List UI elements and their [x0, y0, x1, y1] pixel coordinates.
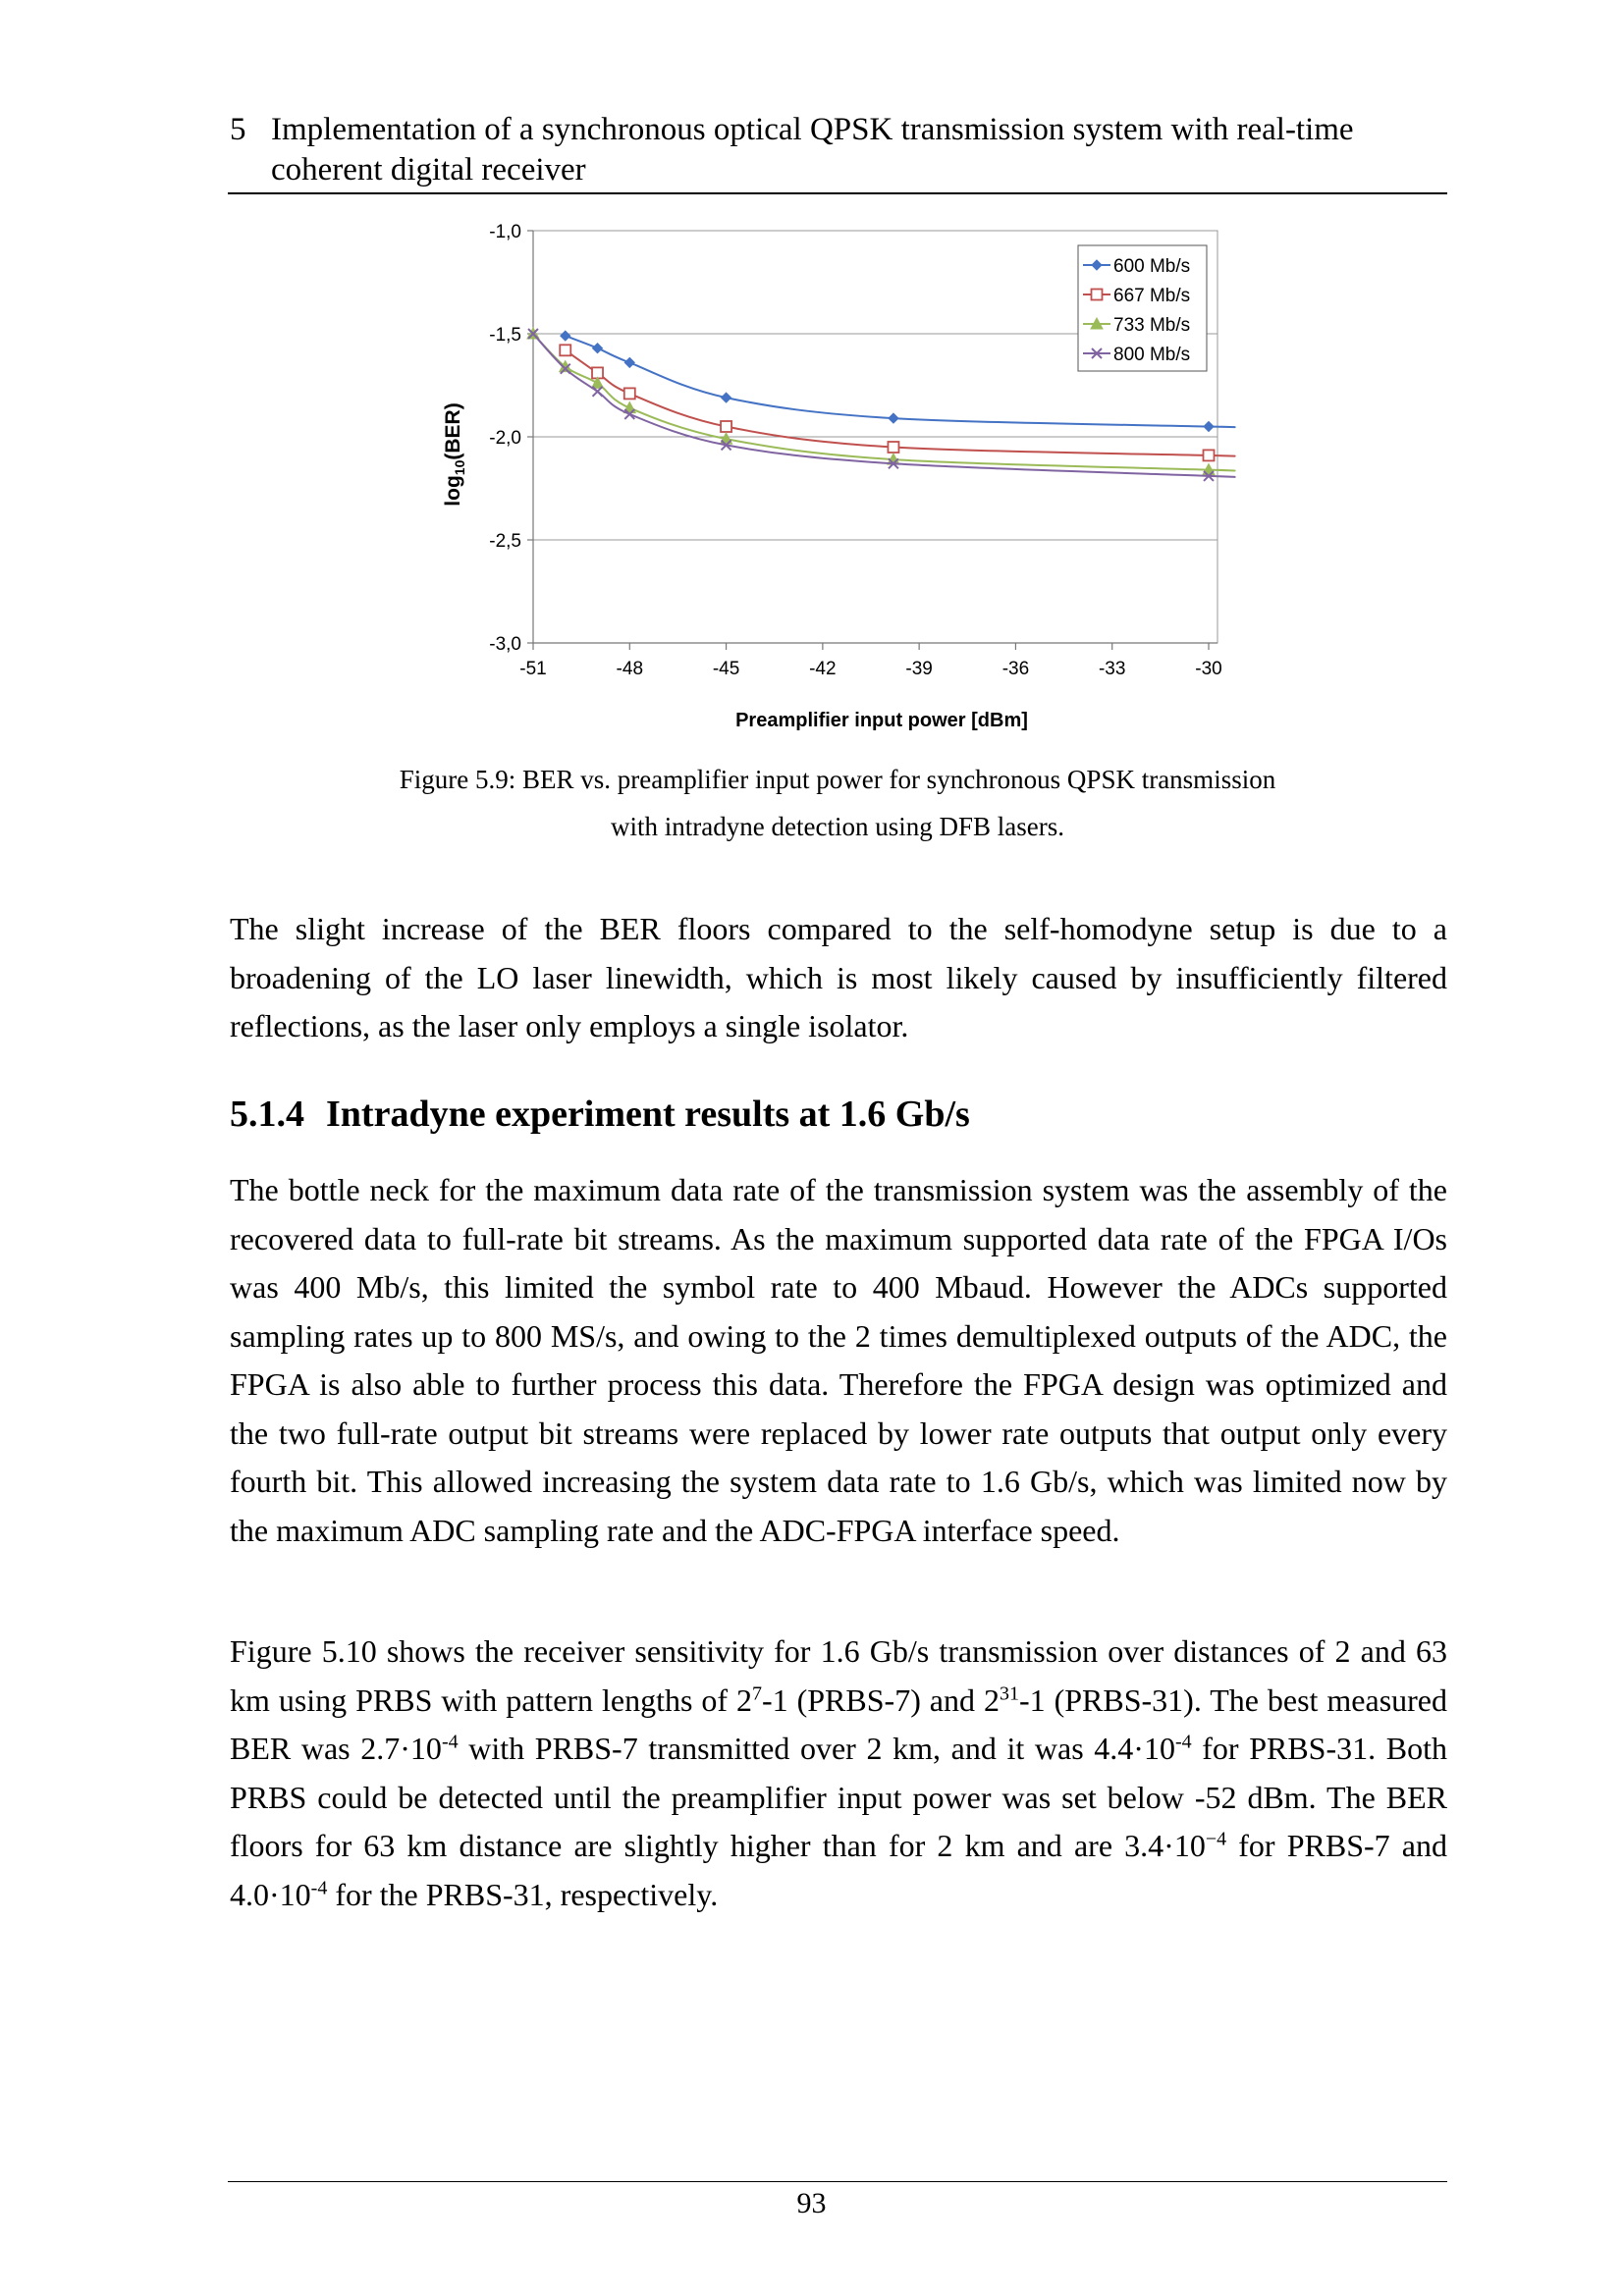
section-number: 5.1.4 — [230, 1094, 304, 1135]
x-tick-label: -36 — [1001, 659, 1030, 679]
x-tick-label: -39 — [905, 659, 933, 679]
p3-sup-5: −4 — [1205, 1828, 1227, 1850]
legend-label: 600 Mb/s — [1113, 256, 1191, 277]
y-axis-label: $\log_{10}(BER)$ — [442, 402, 467, 507]
x-tick-label: -48 — [616, 659, 644, 679]
legend-marker — [1092, 290, 1103, 300]
data-point — [888, 442, 898, 453]
x-tick-label: -30 — [1195, 659, 1222, 679]
paragraph-1: The slight increase of the BER floors compared to the self-homodyne setup is due to a broadening of the LO laser linewidth, which is most likely caused by insufficiently filtered reflections, as the laser only employs a single isolator. — [230, 911, 1447, 1043]
data-point — [560, 345, 570, 355]
footer-rule — [228, 2181, 1447, 2182]
p3-sup-1: 7 — [752, 1682, 762, 1704]
x-axis-label: Preamplifier input power [dBm] — [735, 710, 1028, 731]
section-heading — [230, 1090, 970, 1139]
y-tick-label: -2,5 — [489, 531, 521, 552]
data-point — [1204, 422, 1214, 432]
y-tick-label: -1,0 — [489, 222, 521, 242]
p3-text-7: for the PRBS-31, respectively. — [327, 1876, 719, 1912]
p3-text-3: -1 (PRBS-31). The best measured BER was 2.7·10 — [230, 1682, 1448, 1766]
data-point — [561, 331, 570, 341]
y-tick-label: -1,5 — [489, 325, 521, 346]
p3-text-2: -1 (PRBS-7) and 2 — [762, 1682, 1000, 1718]
data-point — [593, 344, 603, 353]
p3-sup-4: -4 — [1174, 1731, 1192, 1753]
p3-sup-2: 31 — [999, 1682, 1019, 1704]
header-rule — [228, 192, 1447, 194]
legend-label: 733 Mb/s — [1113, 315, 1191, 336]
figure-caption — [228, 756, 1447, 850]
p3-sup-3: -4 — [441, 1731, 459, 1753]
caption-line-1: Figure 5.9: BER vs. preamplifier input power for synchronous QPSK transmission — [399, 765, 1276, 794]
x-tick-label: -51 — [519, 659, 547, 679]
p3-text-6: for PRBS-7 and 4.0·10 — [230, 1828, 1448, 1912]
data-point — [1204, 450, 1215, 460]
legend-label: 800 Mb/s — [1113, 345, 1191, 365]
data-point — [624, 388, 635, 399]
y-tick-label: -3,0 — [489, 634, 521, 655]
section-title: Intradyne experiment results at 1.6 Gb/s — [326, 1094, 970, 1135]
caption-line-2: with intradyne detection using DFB lasers. — [611, 812, 1064, 841]
p3-sup-6: -4 — [310, 1876, 328, 1898]
data-point — [722, 393, 731, 402]
x-tick-label: -33 — [1098, 659, 1126, 679]
chart-legend — [1078, 245, 1207, 371]
p3-text-4: with PRBS-7 transmitted over 2 km, and it was 4.4·10 — [458, 1731, 1175, 1766]
data-point — [624, 357, 634, 367]
page-number: 93 — [796, 2187, 827, 2219]
x-tick-label: -42 — [809, 659, 837, 679]
p3-text-1: Figure 5.10 shows the receiver sensitivity for 1.6 Gb/s transmission over distances of 2 and 63 km using PRBS with pattern lengths of 2 — [230, 1633, 1447, 1718]
data-point — [889, 413, 898, 423]
legend-label: 667 Mb/s — [1113, 286, 1191, 306]
paragraph-2: The bottle neck for the maximum data rate of the transmission system was the assembly of the recovered data to full-rate bit streams. As the maximum supported data rate of the FPGA I/Os was 400 Mb/s, this limited the symbol rate to 400 Mbaud. However the ADCs supported sampling rates up to 800 MS/s, and owing to the 2 times demultiplexed outputs of the ADC, the FPGA is also able to further process this data. Therefore the FPGA design was optimized and the two full-rate output bit streams were replaced by lower rate outputs that output only every fourth bit. This allowed increasing the system data rate to 1.6 Gb/s, which was limited now by the maximum ADC sampling rate and the ADC-FPGA interface speed. — [230, 1172, 1447, 1548]
chapter-title: Implementation of a synchronous optical QPSK transmission system with real-time coherent digital receiver — [271, 112, 1354, 187]
p3-text-5: for PRBS-31. Both PRBS could be detected until the preamplifier input power was set below -52 dBm. The BER floors for 63 km distance are slightly higher than for 2 km and are 3.4·10 — [230, 1731, 1448, 1863]
y-tick-label: -2,0 — [489, 428, 521, 449]
data-point — [721, 421, 731, 432]
x-tick-label: -45 — [712, 659, 740, 679]
chapter-number: 5 — [230, 112, 246, 147]
ber-chart — [412, 206, 1247, 736]
paragraph-3 — [230, 1628, 1447, 1919]
